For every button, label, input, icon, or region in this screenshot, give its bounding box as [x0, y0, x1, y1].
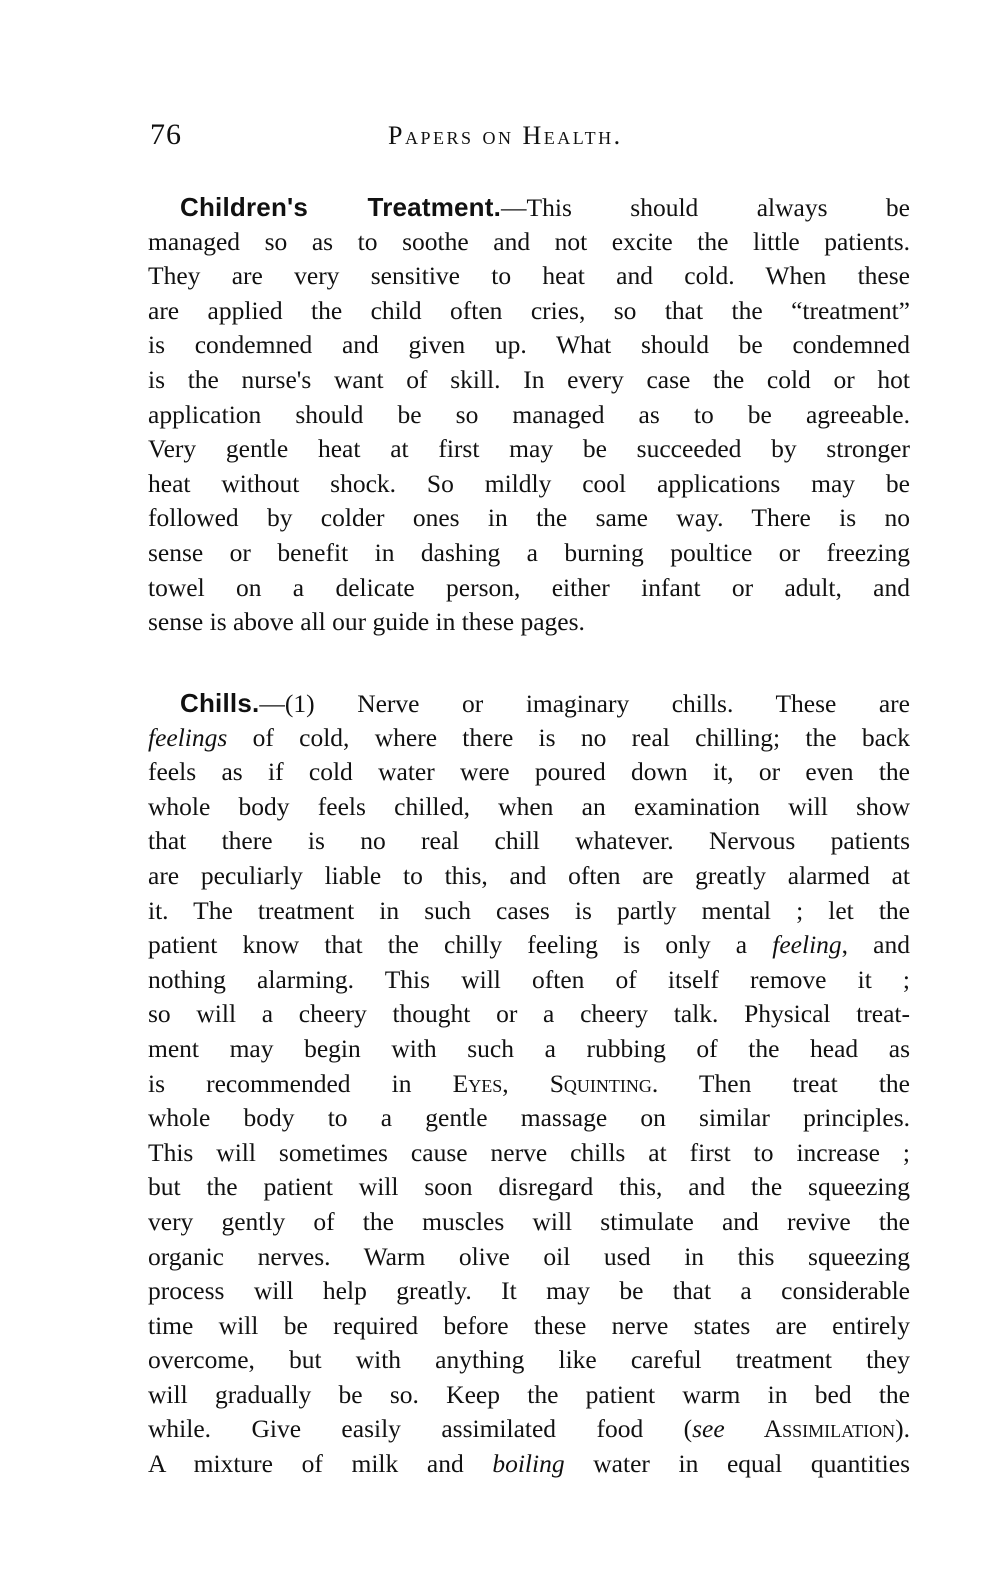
entry-heading: Children's Treatment.	[180, 192, 502, 222]
text-line: will gradually be so. Keep the patient warm in bed the	[148, 1379, 910, 1409]
text-line: organic nerves. Warm olive oil used in this squeezing	[148, 1241, 910, 1271]
text-line: is condemned and given up. What should be condemned	[148, 330, 910, 360]
page-number: 76	[150, 118, 182, 151]
text-line: very gently of the muscles will stimulate and revive the	[148, 1206, 910, 1236]
text-line: Very gentle heat at first may be succeeded by stronger	[148, 434, 910, 464]
text-line: They are very sensitive to heat and cold. When these	[148, 261, 910, 291]
text-line: followed by colder ones in the same way. There is no	[148, 503, 910, 533]
text-line: Chills.—(1) Nerve or imaginary chills. These are	[180, 688, 910, 718]
text-line: sense or benefit in dashing a burning poultice or freezing	[148, 537, 910, 567]
text-line: that there is no real chill whatever. Nervous patients	[148, 826, 910, 856]
text-line: ment may begin with such a rubbing of the head as	[148, 1033, 910, 1063]
entry-chills	[148, 686, 910, 1482]
text-line: feelings of cold, where there is no real chilling; the back	[148, 722, 910, 752]
text-line: process will help greatly. It may be that a considerable	[148, 1276, 910, 1306]
running-title: Papers on Health.	[388, 121, 623, 150]
emphasis: see	[692, 1414, 725, 1444]
text-line: application should be so managed as to be agreeable.	[148, 399, 910, 429]
text-line: nothing alarming. This will often of itself remove it ;	[148, 964, 910, 994]
running-head	[150, 118, 910, 158]
text-line: while. Give easily assimilated food (see Assimilation).	[148, 1414, 910, 1444]
cross-reference: Assimilation	[724, 1414, 896, 1444]
text-line: towel on a delicate person, either infant or adult, and	[148, 572, 910, 602]
text-line: whole body feels chilled, when an examination will show	[148, 791, 910, 821]
text-line: A mixture of milk and boiling water in equal quantities	[148, 1449, 910, 1479]
text-line: whole body to a gentle massage on similar principles.	[148, 1103, 910, 1133]
text-line: are peculiarly liable to this, and often are greatly alarmed at	[148, 860, 910, 890]
emphasis: feelings	[148, 722, 228, 752]
cross-reference: Eyes, Squinting.	[452, 1068, 659, 1098]
text-line: heat without shock. So mildly cool applications may be	[148, 468, 910, 498]
text-line: is the nurse's want of skill. In every case the cold or hot	[148, 364, 910, 394]
text-line: it. The treatment in such cases is partly mental ; let the	[148, 895, 910, 925]
entry-childrens-treatment	[148, 190, 910, 640]
text-line: time will be required before these nerve states are entirely	[148, 1310, 910, 1340]
text-line: overcome, but with anything like careful treatment they	[148, 1345, 910, 1375]
text-line: sense is above all our guide in these pages.	[148, 607, 585, 637]
text-line: managed so as to soothe and not excite the little patients.	[148, 226, 910, 256]
text-line: so will a cheery thought or a cheery talk. Physical treat-	[148, 999, 910, 1029]
emphasis: feeling	[772, 930, 842, 960]
text-line: is recommended in Eyes, Squinting. Then treat the	[148, 1068, 911, 1098]
text-line: but the patient will soon disregard this, and the squeezing	[148, 1172, 910, 1202]
text-line: Children's Treatment.—This should always be	[180, 192, 910, 222]
text-line: patient know that the chilly feeling is only a feeling, and	[148, 930, 910, 960]
text-line: This will sometimes cause nerve chills at first to increase ;	[148, 1137, 910, 1167]
emphasis: boiling	[492, 1449, 565, 1479]
text-line: feels as if cold water were poured down it, or even the	[148, 757, 910, 787]
text-line: are applied the child often cries, so that the “treatment”	[148, 295, 910, 325]
entry-heading: Chills.	[180, 688, 260, 718]
